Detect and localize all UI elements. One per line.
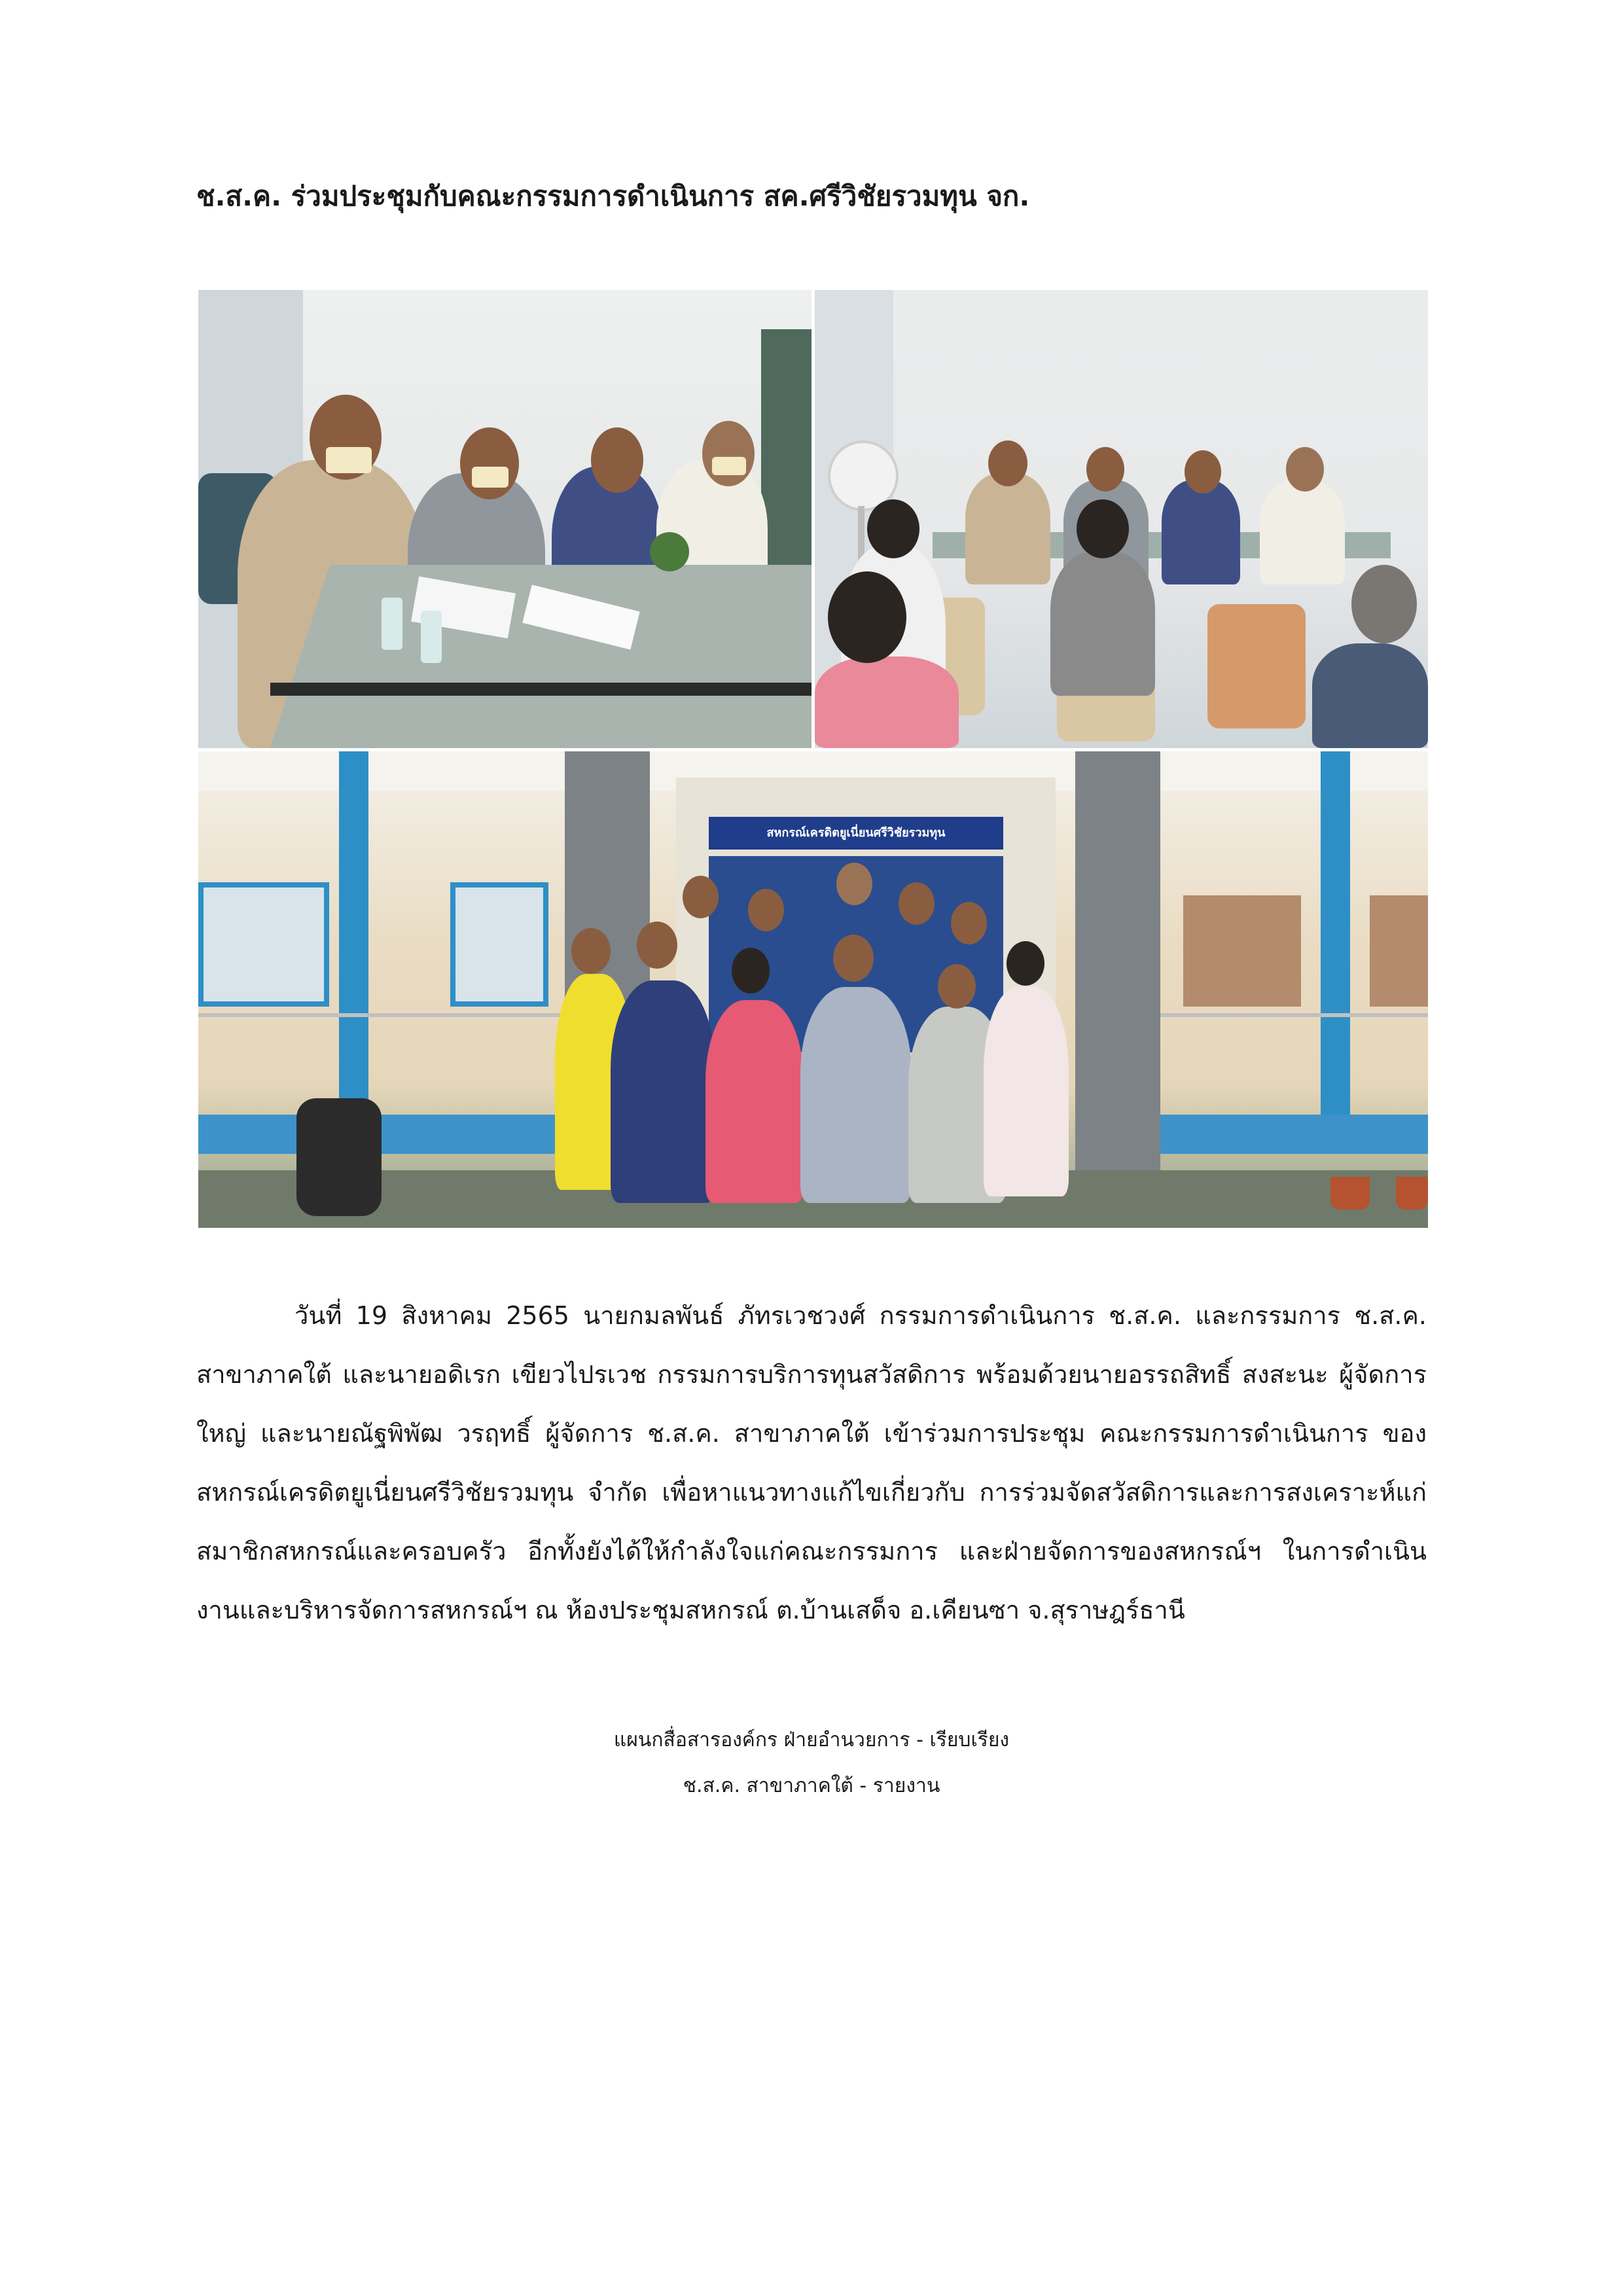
meeting-table-photo [198, 290, 812, 748]
footer-reported-by: ช.ส.ค. สาขาภาคใต้ - รายงาน [683, 1774, 940, 1797]
meeting-room-photo [815, 290, 1428, 748]
footer-compiled-by: แผนกสื่อสารองค์กร ฝ่ายอำนวยการ - เรียบเรียง [613, 1729, 1010, 1751]
body-text: วันที่ 19 สิงหาคม 2565 นายกมลพันธ์ ภัทรเวชวงศ์ กรรมการดำเนินการ ช.ส.ค. และกรรมการ ช.ส.ค. สาขาภาคใต้ และนายอดิเรก เขียวไปรเวช กรรมการบริการทุนสวัสดิการ พร้อมด้วยนายอรรถสิทธิ์ สงสะนะ ผู้จัดการใหญ่ และนายณัฐพิพัฒ วรฤทธิ์ ผู้จัดการ ช.ส.ค. สาขาภาคใต้ เข้าร่วมการประชุม คณะกรรมการดำเนินการ ของสหกรณ์เครดิตยูเนี่ยนศรีวิชัยรวมทุน จำกัด เพื่อหาแนวทางแก้ไขเกี่ยวกับ การร่วมจัดสวัสดิการและการสงเคราะห์แก่สมาชิกสหกรณ์และครอบครัว อีกทั้งยังได้ให้กำลังใจแก่คณะกรรมการ และฝ่ายจัดการของสหกรณ์ฯ ในการดำเนินงานและบริหารจัดการสหกรณ์ฯ ณ ห้องประชุมสหกรณ์ ต.บ้านเสด็จ อ.เคียนซา จ.สุราษฎร์ธานี [196, 1301, 1427, 1624]
cooperative-sign: สหกรณ์เครดิตยูเนี่ยนศรีวิชัยรวมทุน [709, 817, 1003, 850]
body-paragraph [196, 1286, 1427, 1640]
group-photo [198, 751, 1428, 1228]
page-title: ช.ส.ค. ร่วมประชุมกับคณะกรรมการดำเนินการ สค.ศรีวิชัยรวมทุน จก. [196, 180, 1030, 212]
